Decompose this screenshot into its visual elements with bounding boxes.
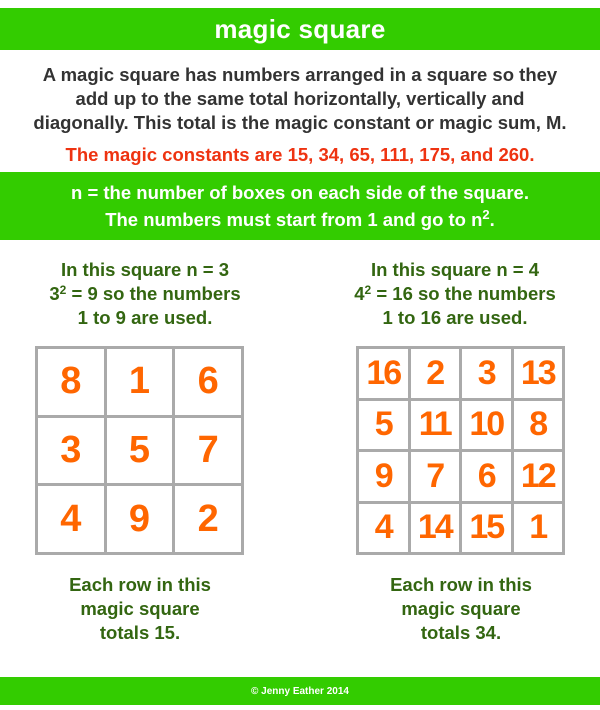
magic-constants-line: The magic constants are 15, 34, 65, 111, 175, and 260. xyxy=(65,144,535,165)
page-title: magic square xyxy=(214,13,386,44)
range-definition-line xyxy=(105,206,495,233)
square3-footer xyxy=(0,573,285,645)
square4-cell: 2 xyxy=(411,349,460,398)
square3-cell: 5 xyxy=(107,418,173,484)
square4-cell: 12 xyxy=(514,452,563,501)
footer-bar xyxy=(0,677,600,705)
square4-footer xyxy=(316,573,600,645)
square3-exponent: 2 xyxy=(59,283,67,297)
square3-cell: 1 xyxy=(107,349,173,415)
square3-footer-line: magic square xyxy=(80,598,200,619)
square4-cell: 3 xyxy=(462,349,511,398)
square4-cell: 4 xyxy=(359,504,408,553)
square3-cell: 8 xyxy=(38,349,104,415)
square4-heading xyxy=(310,258,600,330)
square3-footer-line: totals 15. xyxy=(99,622,181,643)
square4-cell: 15 xyxy=(462,504,511,553)
square4-range-line: 1 to 16 are used. xyxy=(382,307,528,328)
square3-range-line: 1 to 9 are used. xyxy=(77,307,213,328)
exponent: 2 xyxy=(482,207,490,222)
square3-cell: 3 xyxy=(38,418,104,484)
square4-cell: 6 xyxy=(462,452,511,501)
intro-line: A magic square has numbers arranged in a square so they xyxy=(42,64,558,85)
square3-footer-line: Each row in this xyxy=(69,574,211,595)
square3-count-text: = 9 so the numbers xyxy=(66,283,241,304)
square3-base: 3 xyxy=(49,283,60,304)
square3-cell: 7 xyxy=(175,418,241,484)
square3-cell: 2 xyxy=(175,486,241,552)
n-definition-line: n = the number of boxes on each side of the square. xyxy=(71,182,529,203)
n-definition-bar xyxy=(0,172,600,240)
magic-square-3x3 xyxy=(35,346,244,555)
square4-cell: 5 xyxy=(359,401,408,450)
square3-heading xyxy=(0,258,290,330)
range-definition-text: The numbers must start from 1 and go to n xyxy=(105,209,483,230)
square4-cell: 14 xyxy=(411,504,460,553)
square3-cell: 9 xyxy=(107,486,173,552)
title-bar xyxy=(0,8,600,50)
square4-count-text: = 16 so the numbers xyxy=(371,283,556,304)
square4-footer-line: Each row in this xyxy=(390,574,532,595)
magic-square-4x4 xyxy=(356,346,565,555)
intro-line: diagonally. This total is the magic constant or magic sum, M. xyxy=(33,112,567,133)
square4-cell: 7 xyxy=(411,452,460,501)
intro-paragraph xyxy=(10,63,590,135)
square3-cell: 6 xyxy=(175,349,241,415)
square4-cell: 8 xyxy=(514,401,563,450)
square4-cell: 10 xyxy=(462,401,511,450)
square4-base: 4 xyxy=(354,283,365,304)
square4-cell: 1 xyxy=(514,504,563,553)
copyright-credit: © Jenny Eather 2014 xyxy=(251,685,349,697)
square4-footer-line: totals 34. xyxy=(420,622,502,643)
intro-line: add up to the same total horizontally, vertically and xyxy=(75,88,525,109)
square4-cell: 16 xyxy=(359,349,408,398)
square3-count-line xyxy=(0,282,290,306)
square4-cell: 9 xyxy=(359,452,408,501)
range-definition-end: . xyxy=(489,209,495,230)
square3-cell: 4 xyxy=(38,486,104,552)
square4-cell: 13 xyxy=(514,349,563,398)
square4-n-line: In this square n = 4 xyxy=(370,259,540,280)
square4-cell: 11 xyxy=(411,401,460,450)
square4-exponent: 2 xyxy=(364,283,372,297)
square4-footer-line: magic square xyxy=(401,598,521,619)
square4-count-line xyxy=(310,282,600,306)
square3-n-line: In this square n = 3 xyxy=(60,259,230,280)
